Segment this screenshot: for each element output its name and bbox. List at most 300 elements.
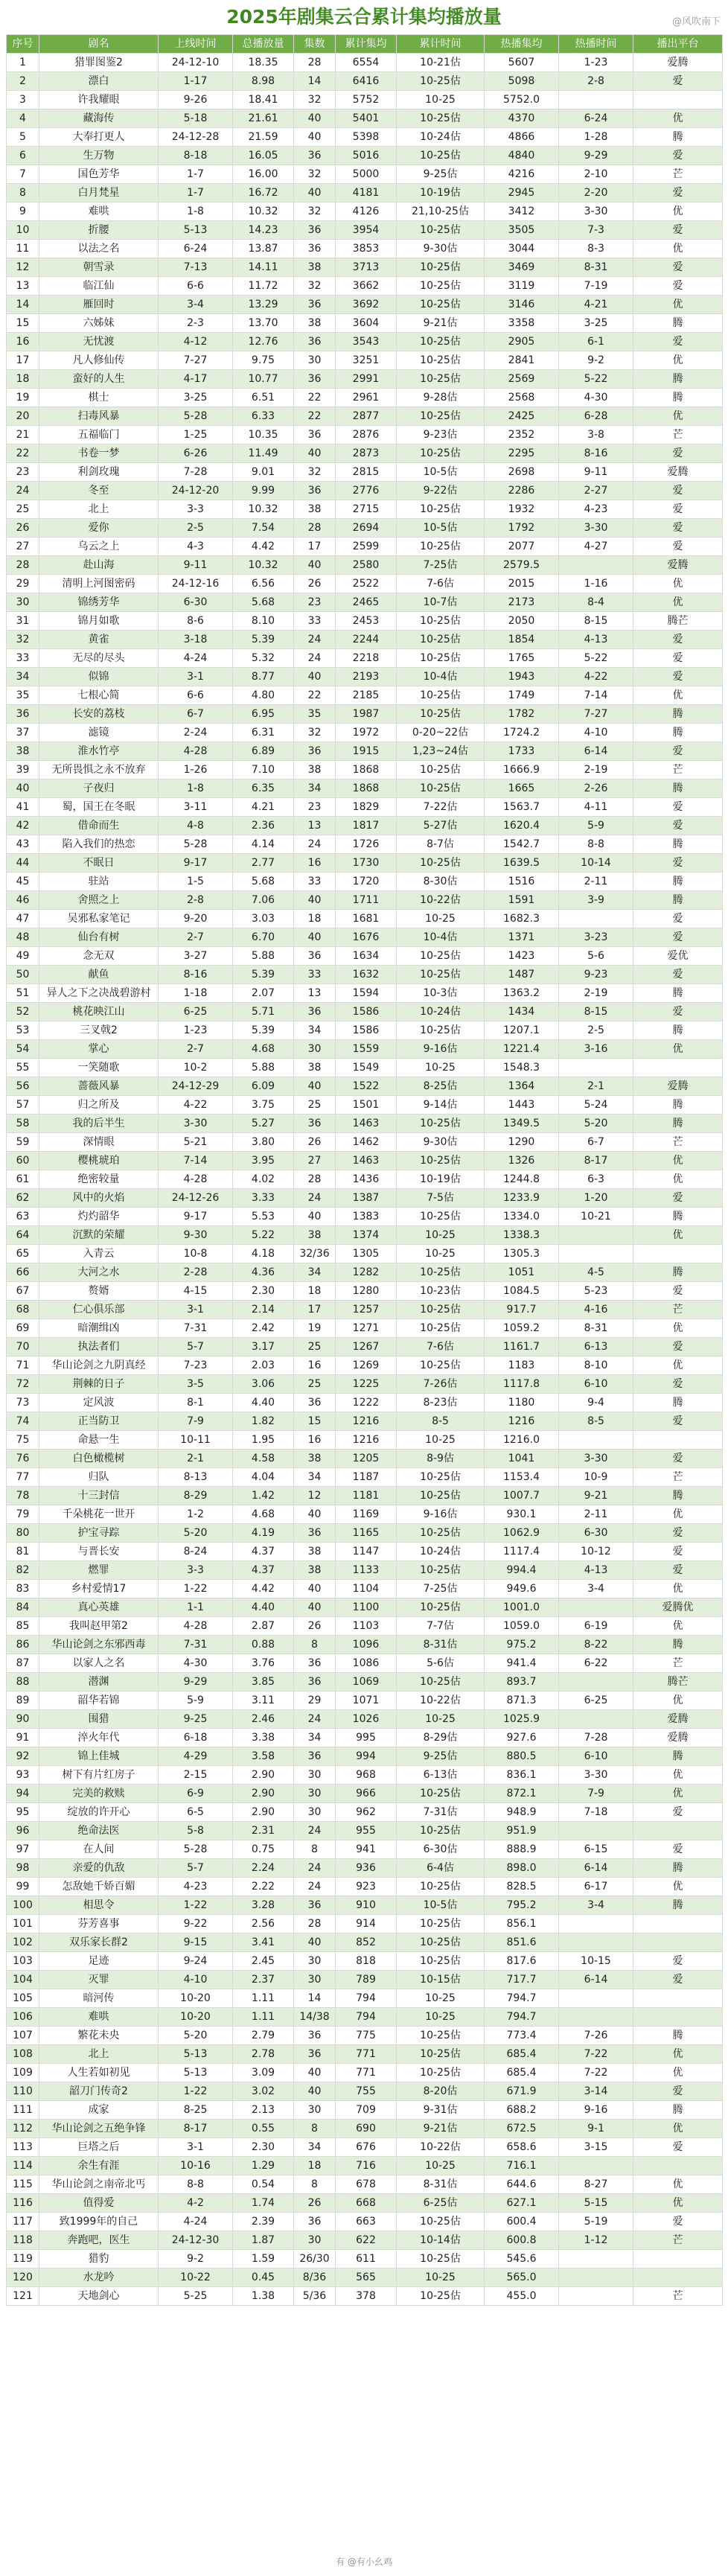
peak-avg-cell: 773.4 [485,2027,559,2045]
peak-avg-cell: 1233.9 [485,1189,559,1208]
platform-cell: 芒 [633,426,723,444]
avg-views-cell: 1216 [336,1412,397,1431]
avg-views-cell: 2815 [336,463,397,482]
avg-views-cell: 3692 [336,296,397,314]
release-date-cell: 8-1 [159,1394,233,1412]
rank-cell: 76 [7,1450,39,1468]
avg-views-cell: 1257 [336,1301,397,1319]
peak-avg-cell: 2568 [485,389,559,407]
peak-avg-cell: 3358 [485,314,559,333]
release-date-cell: 3-3 [159,1561,233,1580]
rank-cell: 58 [7,1115,39,1133]
title-cell: 长安的荔枝 [39,705,159,724]
table-row [7,1859,723,1878]
episodes-cell: 24 [294,1189,336,1208]
platform-cell: 爱 [633,649,723,668]
release-date-cell: 2-28 [159,1263,233,1282]
avg-views-cell: 668 [336,2194,397,2213]
cumulative-time-cell: 10-22估 [397,1692,485,1710]
total-views-cell: 2.36 [233,817,294,835]
total-views-cell: 5.68 [233,593,294,612]
peak-time-cell: 6-30 [559,1524,633,1543]
platform-cell: 腾 [633,705,723,724]
rank-cell: 87 [7,1654,39,1673]
total-views-cell: 16.72 [233,184,294,203]
rank-cell: 57 [7,1096,39,1115]
avg-views-cell: 3954 [336,221,397,240]
episodes-cell: 36 [294,742,336,761]
peak-time-cell: 3-30 [559,519,633,538]
cumulative-time-cell: 10-22估 [397,2138,485,2157]
title-cell: 暗潮缉凶 [39,1319,159,1338]
total-views-cell: 2.39 [233,2213,294,2231]
release-date-cell: 3-3 [159,500,233,519]
title-cell: 燃罪 [39,1561,159,1580]
avg-views-cell: 2873 [336,444,397,463]
avg-views-cell: 5752 [336,91,397,109]
peak-avg-cell: 1364 [485,1077,559,1096]
release-date-cell: 3-30 [159,1115,233,1133]
release-date-cell: 2-8 [159,891,233,910]
total-views-cell: 2.13 [233,2101,294,2120]
title-cell: 淮水竹亭 [39,742,159,761]
title-cell: 无所畏惧之永不放弃 [39,761,159,780]
platform-cell: 爱腾 [633,1710,723,1729]
table-row [7,593,723,612]
avg-views-cell: 1222 [336,1394,397,1412]
episodes-cell: 28 [294,54,336,72]
episodes-cell: 32 [294,463,336,482]
peak-time-cell: 3-30 [559,203,633,221]
rank-cell: 86 [7,1636,39,1654]
cumulative-time-cell: 8-7估 [397,835,485,854]
rank-cell: 81 [7,1543,39,1561]
episodes-cell: 38 [294,1226,336,1245]
table-row [7,1208,723,1226]
avg-views-cell: 2776 [336,482,397,500]
rank-cell: 50 [7,966,39,984]
episodes-cell: 34 [294,1263,336,1282]
total-views-cell: 2.78 [233,2045,294,2064]
release-date-cell: 6-25 [159,1003,233,1021]
title-cell: 以法之名 [39,240,159,258]
total-views-cell: 3.03 [233,910,294,928]
release-date-cell: 3-5 [159,1375,233,1394]
avg-views-cell: 1987 [336,705,397,724]
table-row [7,1654,723,1673]
platform-cell: 芒 [633,1301,723,1319]
title-cell: 异人之下之决战碧游村 [39,984,159,1003]
peak-time-cell: 9-11 [559,463,633,482]
release-date-cell: 9-25 [159,1710,233,1729]
table-row [7,649,723,668]
title-cell: 余生有涯 [39,2157,159,2175]
table-row [7,1561,723,1580]
title-cell: 灭罪 [39,1971,159,1989]
avg-views-cell: 1676 [336,928,397,947]
rank-cell: 100 [7,1896,39,1915]
episodes-cell: 33 [294,966,336,984]
platform-cell: 优 [633,2120,723,2138]
avg-views-cell: 2193 [336,668,397,686]
cumulative-time-cell: 5-6估 [397,1654,485,1673]
rank-cell: 16 [7,333,39,351]
platform-cell: 芒 [633,2287,723,2306]
table-row [7,1840,723,1859]
cumulative-time-cell: 10-25估 [397,1952,485,1971]
peak-time-cell: 9-4 [559,1394,633,1412]
table-row [7,1040,723,1059]
avg-views-cell: 2580 [336,556,397,575]
rank-cell: 69 [7,1319,39,1338]
avg-views-cell: 1165 [336,1524,397,1543]
total-views-cell: 4.02 [233,1170,294,1189]
table-row [7,2064,723,2082]
peak-time-cell: 3-30 [559,1450,633,1468]
footer-credit: 有 @有小幺鸡 [336,2557,392,2567]
avg-views-cell: 1501 [336,1096,397,1115]
release-date-cell: 1-22 [159,1896,233,1915]
cumulative-time-cell: 10-25估 [397,1561,485,1580]
rank-cell: 83 [7,1580,39,1598]
avg-views-cell: 2244 [336,631,397,649]
table-row [7,91,723,109]
peak-time-cell: 10-14 [559,854,633,873]
avg-views-cell: 1868 [336,761,397,780]
cumulative-time-cell: 6-30估 [397,1840,485,1859]
peak-time-cell: 9-2 [559,351,633,370]
total-views-cell: 3.09 [233,2064,294,2082]
peak-time-cell [559,1598,633,1617]
platform-cell [633,2250,723,2269]
peak-avg-cell: 1084.5 [485,1282,559,1301]
cumulative-time-cell: 10-23估 [397,1282,485,1301]
avg-views-cell: 2694 [336,519,397,538]
table-row [7,2194,723,2213]
title-cell: 锦月如歌 [39,612,159,631]
episodes-cell: 29 [294,1692,336,1710]
title-cell: 命悬一生 [39,1431,159,1450]
release-date-cell: 5-7 [159,1338,233,1356]
total-views-cell: 3.85 [233,1673,294,1692]
rank-cell: 19 [7,389,39,407]
peak-time-cell: 2-19 [559,761,633,780]
peak-time-cell: 8-17 [559,1152,633,1170]
peak-time-cell: 3-4 [559,1896,633,1915]
peak-time-cell: 1-28 [559,128,633,147]
title-cell: 北上 [39,500,159,519]
avg-views-cell: 794 [336,2008,397,2027]
platform-cell: 腾芒 [633,612,723,631]
peak-avg-cell: 888.9 [485,1840,559,1859]
rank-cell: 56 [7,1077,39,1096]
title-cell: 千朵桃花一世开 [39,1505,159,1524]
episodes-cell: 13 [294,817,336,835]
peak-time-cell: 4-30 [559,389,633,407]
rank-cell: 75 [7,1431,39,1450]
platform-cell: 爱 [633,928,723,947]
release-date-cell: 4-29 [159,1747,233,1766]
episodes-cell: 36 [294,240,336,258]
release-date-cell: 8-18 [159,147,233,165]
episodes-cell: 38 [294,314,336,333]
release-date-cell: 24-12-29 [159,1077,233,1096]
avg-views-cell: 2185 [336,686,397,705]
episodes-cell: 22 [294,389,336,407]
table-row [7,2231,723,2250]
total-views-cell: 14.11 [233,258,294,277]
rank-cell: 43 [7,835,39,854]
table-row [7,984,723,1003]
cumulative-time-cell: 10-25估 [397,1915,485,1933]
platform-cell: 爱 [633,482,723,500]
table-row [7,2287,723,2306]
avg-views-cell: 1711 [336,891,397,910]
peak-avg-cell: 794.7 [485,2008,559,2027]
table-row [7,1319,723,1338]
platform-cell: 优 [633,1617,723,1636]
platform-cell: 腾 [633,1394,723,1412]
peak-avg-cell: 2077 [485,538,559,556]
episodes-cell: 40 [294,1598,336,1617]
total-views-cell: 5.68 [233,873,294,891]
cumulative-time-cell: 8-29估 [397,1729,485,1747]
cumulative-time-cell: 10-25 [397,910,485,928]
episodes-cell: 30 [294,1952,336,1971]
release-date-cell: 24-12-30 [159,2231,233,2250]
platform-cell: 爱腾优 [633,1598,723,1617]
table-row [7,686,723,705]
release-date-cell: 10-20 [159,1989,233,2008]
peak-time-cell: 3-4 [559,1580,633,1598]
peak-avg-cell: 872.1 [485,1785,559,1803]
table-row [7,1636,723,1654]
episodes-cell: 40 [294,184,336,203]
avg-views-cell: 5398 [336,128,397,147]
title-cell: 三叉戟2 [39,1021,159,1040]
cumulative-time-cell: 10-7估 [397,593,485,612]
rank-cell: 41 [7,798,39,817]
platform-cell [633,1989,723,2008]
peak-time-cell: 3-14 [559,2082,633,2101]
table-row [7,463,723,482]
episodes-cell: 23 [294,593,336,612]
total-views-cell: 3.80 [233,1133,294,1152]
platform-cell: 爱 [633,500,723,519]
avg-views-cell: 6554 [336,54,397,72]
rank-cell: 26 [7,519,39,538]
title-cell: 似锦 [39,668,159,686]
release-date-cell: 2-15 [159,1766,233,1785]
cumulative-time-cell: 9-14估 [397,1096,485,1115]
avg-views-cell: 910 [336,1896,397,1915]
episodes-cell: 38 [294,761,336,780]
platform-cell: 爱 [633,1543,723,1561]
table-row [7,910,723,928]
title-cell: 猎罪图鉴2 [39,54,159,72]
peak-avg-cell: 856.1 [485,1915,559,1933]
avg-views-cell: 1103 [336,1617,397,1636]
avg-views-cell: 1282 [336,1263,397,1282]
total-views-cell: 16.05 [233,147,294,165]
rank-cell: 10 [7,221,39,240]
platform-cell: 芒 [633,1468,723,1487]
total-views-cell: 2.07 [233,984,294,1003]
total-views-cell: 4.40 [233,1394,294,1412]
title-cell: 乡村爱情17 [39,1580,159,1598]
rank-cell: 72 [7,1375,39,1394]
rank-cell: 33 [7,649,39,668]
title-cell: 护宝寻踪 [39,1524,159,1543]
rank-cell: 20 [7,407,39,426]
cumulative-time-cell: 10-25 [397,2269,485,2287]
total-views-cell: 5.22 [233,1226,294,1245]
total-views-cell: 4.42 [233,538,294,556]
episodes-cell: 32 [294,165,336,184]
peak-time-cell: 7-14 [559,686,633,705]
peak-avg-cell: 948.9 [485,1803,559,1822]
platform-cell: 优 [633,1878,723,1896]
avg-views-cell: 3713 [336,258,397,277]
title-cell: 绝密较量 [39,1170,159,1189]
total-views-cell: 2.22 [233,1878,294,1896]
peak-time-cell: 4-13 [559,1561,633,1580]
total-views-cell: 13.29 [233,296,294,314]
total-views-cell: 8.77 [233,668,294,686]
total-views-cell: 7.54 [233,519,294,538]
total-views-cell: 1.38 [233,2287,294,2306]
peak-time-cell [559,91,633,109]
title-cell: 致1999年的自己 [39,2213,159,2231]
avg-views-cell: 1267 [336,1338,397,1356]
episodes-cell: 24 [294,1710,336,1729]
title-cell: 掌心 [39,1040,159,1059]
table-row [7,1394,723,1412]
title-cell: 华山论剑之五绝争锋 [39,2120,159,2138]
peak-avg-cell: 951.9 [485,1822,559,1840]
peak-avg-cell: 644.6 [485,2175,559,2194]
episodes-cell: 19 [294,1319,336,1338]
cumulative-time-cell: 7-31估 [397,1803,485,1822]
release-date-cell: 7-27 [159,351,233,370]
title-cell: 正当防卫 [39,1412,159,1431]
release-date-cell: 1-7 [159,165,233,184]
title-cell: 舍照之上 [39,891,159,910]
release-date-cell: 1-5 [159,873,233,891]
title-cell: 难哄 [39,2008,159,2027]
episodes-cell: 24 [294,1859,336,1878]
total-views-cell: 10.77 [233,370,294,389]
peak-avg-cell: 1349.5 [485,1115,559,1133]
release-date-cell: 4-3 [159,538,233,556]
table-row [7,1096,723,1115]
episodes-cell: 36 [294,2213,336,2231]
cumulative-time-cell: 10-25估 [397,966,485,984]
title-cell: 天地剑心 [39,2287,159,2306]
table-row [7,1133,723,1152]
peak-time-cell: 4-27 [559,538,633,556]
rank-cell: 111 [7,2101,39,2120]
column-header: 热播集均 [485,35,559,54]
release-date-cell: 9-22 [159,1915,233,1933]
avg-views-cell: 955 [336,1822,397,1840]
peak-avg-cell: 871.3 [485,1692,559,1710]
platform-cell: 爱 [633,798,723,817]
platform-cell [633,1431,723,1450]
cumulative-time-cell: 10-25估 [397,1487,485,1505]
cumulative-time-cell: 10-22估 [397,891,485,910]
title-cell: 华山论剑之南帝北丐 [39,2175,159,2194]
title-cell: 归之所及 [39,1096,159,1115]
episodes-cell: 40 [294,1077,336,1096]
table-row [7,370,723,389]
release-date-cell: 6-30 [159,593,233,612]
title-cell: 大奉打更人 [39,128,159,147]
rank-cell: 23 [7,463,39,482]
episodes-cell: 40 [294,128,336,147]
title-cell: 执法者们 [39,1338,159,1356]
peak-time-cell: 7-22 [559,2045,633,2064]
episodes-cell: 33 [294,612,336,631]
peak-avg-cell: 941.4 [485,1654,559,1673]
total-views-cell: 2.79 [233,2027,294,2045]
episodes-cell: 16 [294,1431,336,1450]
episodes-cell: 32/36 [294,1245,336,1263]
release-date-cell: 5-13 [159,2045,233,2064]
episodes-cell: 36 [294,1673,336,1692]
avg-views-cell: 4126 [336,203,397,221]
avg-views-cell: 1522 [336,1077,397,1096]
platform-cell: 爱 [633,1412,723,1431]
platform-cell: 爱 [633,1840,723,1859]
episodes-cell: 24 [294,1878,336,1896]
peak-time-cell: 8-15 [559,612,633,631]
peak-avg-cell: 717.7 [485,1971,559,1989]
cumulative-time-cell: 10-5估 [397,463,485,482]
release-date-cell: 1-23 [159,1021,233,1040]
rank-cell: 35 [7,686,39,705]
cumulative-time-cell: 10-25估 [397,2027,485,2045]
release-date-cell: 3-27 [159,947,233,966]
episodes-cell: 22 [294,407,336,426]
platform-cell: 腾 [633,2101,723,2120]
rank-cell: 46 [7,891,39,910]
rank-cell: 99 [7,1878,39,1896]
rank-cell: 70 [7,1338,39,1356]
peak-avg-cell: 672.5 [485,2120,559,2138]
episodes-cell: 40 [294,1580,336,1598]
release-date-cell: 6-6 [159,277,233,296]
rank-cell: 18 [7,370,39,389]
total-views-cell: 18.35 [233,54,294,72]
release-date-cell: 4-12 [159,333,233,351]
table-row [7,2045,723,2064]
table-row [7,1468,723,1487]
avg-views-cell: 941 [336,1840,397,1859]
platform-cell: 优 [633,1785,723,1803]
rank-cell: 93 [7,1766,39,1785]
episodes-cell: 40 [294,109,336,128]
cumulative-time-cell: 10-25估 [397,109,485,128]
peak-time-cell: 10-15 [559,1952,633,1971]
table-row [7,1021,723,1040]
platform-cell: 腾 [633,1747,723,1766]
title-cell: 蔷薇风暴 [39,1077,159,1096]
avg-views-cell: 676 [336,2138,397,2157]
title-cell: 五福临门 [39,426,159,444]
release-date-cell: 10-22 [159,2269,233,2287]
total-views-cell: 1.82 [233,1412,294,1431]
